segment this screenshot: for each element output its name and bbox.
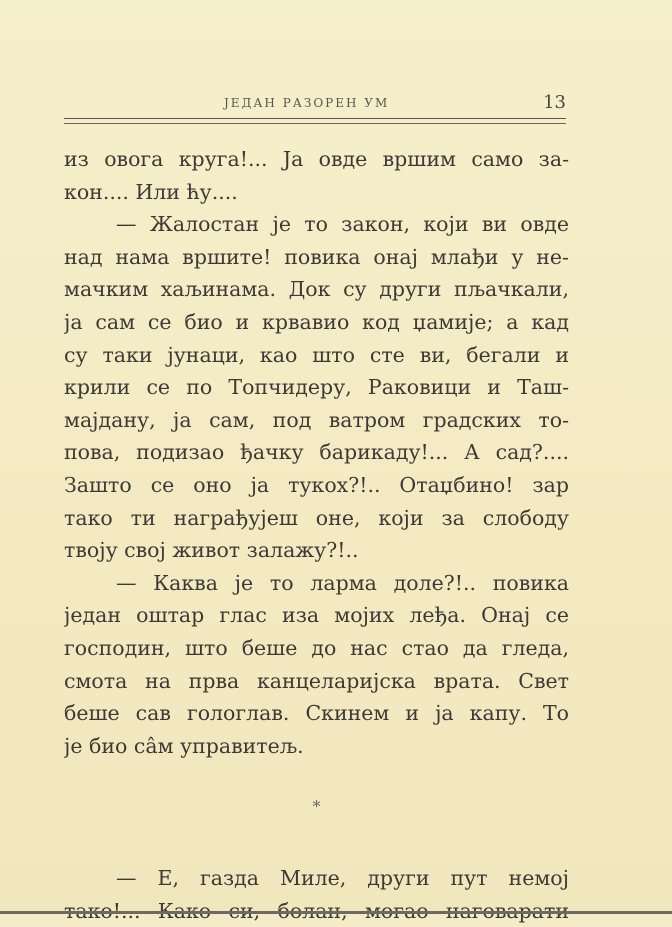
text-line: беше сав гологлав. Скинем и ја капу. То [64,701,569,726]
text-line: смота на прва канцеларијска врата. Свет [64,668,569,693]
paragraph-start-line: — Каква је то ларма доле?!.. повика [116,570,569,595]
page-number: 13 [543,92,566,113]
body-text [64,143,569,927]
text-line: тако ти награђујеш оне, који за слободу [64,505,569,530]
text-line: мачким хаљинама. Док су други пљачкали, [64,277,569,302]
text-line: крили се по Топчидеру, Раковици и Таш- [64,375,569,400]
text-line: је био са̂м управитељ. [64,733,304,758]
text-line: мајдану, ја сам, под ватром градских то- [64,407,569,432]
text-line: су таки јунаци, као што сте ви, бегали и [64,342,569,367]
section-separator: * [312,797,321,817]
header-rule-thin [64,123,566,124]
text-line: господин, што беше до нас стао да гледа, [64,635,569,660]
page-header [64,92,566,114]
paragraph-start-line: — Е, газда Миле, други пут немој [116,866,569,891]
text-line: из овога круга!... Ја овде вршим само за- [64,147,569,171]
header-rule-thick [64,118,566,119]
text-line: над нама вршите! повика онај млађи у не- [64,244,569,269]
text-line: један оштар глас иза мојих леђа. Онај се [64,603,569,628]
text-line: кон.... Или ћу.... [64,179,238,204]
text-line: твоју свој живот залажу?!.. [64,538,359,563]
text-line: Зашто се оно ја тукох?!.. Отаџбино! зар [64,472,569,497]
text-line: ја сам се био и крвавио код џамије; а кад [64,309,569,334]
running-title: ЈЕДАН РАЗОРЕН УМ [224,96,390,110]
paragraph-start-line: — Жалостан је то закон, који ви овде [116,212,569,237]
text-line: пова, подизао ђачку барикаду!... А сад?.... [64,440,569,465]
